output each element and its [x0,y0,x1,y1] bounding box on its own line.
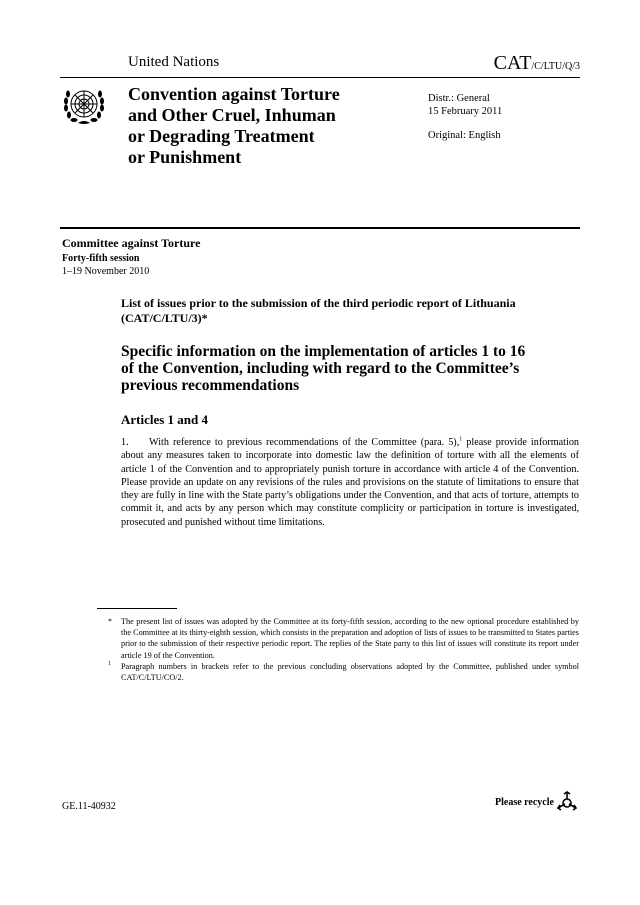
title-line: Convention against Torture [128,84,340,104]
footnote-text: The present list of issues was adopted by the Committee at its forty-fifth session, according to the new optional procedure established by the Committee at its thirty-eighth session, which consists in the preparation and adoption of lists of issues to be transmitted to States parties prior to the submission of their respective periodic report. The replies of the State party to this list of issues will constitute its report under article 19 of the Convention. [121,617,579,660]
footnote-separator [97,608,177,609]
title-line: or Punishment [128,147,242,167]
committee-name: Committee against Torture [62,236,201,250]
paragraph-number: 1. [121,437,129,448]
distribution-block [428,92,502,118]
title-line: and Other Cruel, Inhuman [128,105,336,125]
paragraph-text-rest: please provide information about any measures taken to incorporate into domestic law the definition of torture with all the elements of article 1 of the Convention and to appropriately punish torture in accordance with article 4 of the Convention. Please provide an update on any revisions of the rules and provisions on the statute of limitations to ensure that they are fully in line with the State party’s obligations under the Convention, and that acts of torture, attempts to commit it, and acts by any person which may constitute complicity or participation in torture is investigated, prosecuted and punished without time limitations. [121,437,580,528]
session-dates: 1–19 November 2010 [62,266,150,277]
footnote-mark: * [108,617,112,626]
footnotes [108,616,579,683]
organization-name: United Nations [128,54,220,70]
convention-title [128,84,378,168]
issue-date: 15 February 2011 [428,106,503,117]
un-emblem-icon [62,84,106,126]
footnote-item [108,660,579,683]
footnote-reference[interactable]: 1 [459,436,463,443]
footnote-item [108,616,579,661]
recycle-label: Please recycle [495,797,554,808]
issues-title: List of issues prior to the submission of the third periodic report of Lithuania (CAT/C/LTU/3)* [121,296,516,325]
title-line: or Degrading Treatment [128,126,315,146]
title-rule [60,227,580,229]
header-rule [60,77,580,78]
document-number: GE.11-40932 [62,801,116,812]
distribution-label: Distr.: General [428,93,490,104]
paragraph-1 [121,436,579,529]
articles-subheading: Articles 1 and 4 [121,412,209,427]
footnote-text: Paragraph numbers in brackets refer to the previous concluding observations adopted by the Committee, published under symbol CAT/C/LTU/CO/2. [121,661,579,683]
document-symbol [494,52,580,75]
document-symbol-suffix: /C/LTU/Q/3 [531,61,580,72]
document-symbol-main: CAT [493,52,532,74]
section-heading: Specific information on the implementation of articles 1 to 16 of the Convention, including with regard to the Committee’s previous recommendations [121,343,526,394]
footnote-mark: 1 [108,660,111,667]
session-name: Forty-fifth session [62,253,140,264]
paragraph-text-start: With reference to previous recommendations of the Committee (para. 5), [149,437,460,448]
recycle-icon [556,790,578,812]
original-language: Original: English [428,130,501,141]
